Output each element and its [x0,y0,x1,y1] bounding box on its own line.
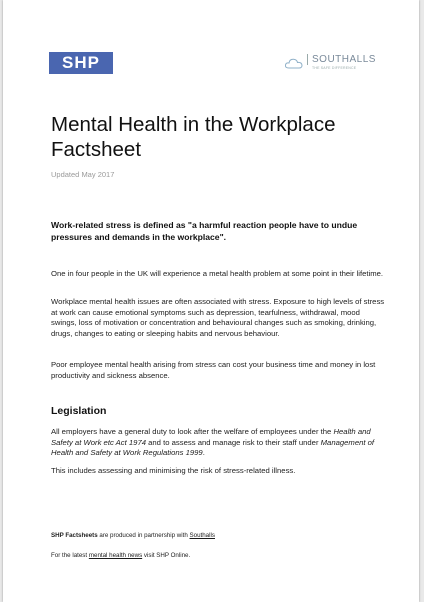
act-reference: Health and Safety at Work etc Act 1974 [51,427,371,447]
footer-bold: SHP Factsheets [51,532,98,539]
southalls-logo [285,54,375,74]
paragraph-prevalence: One in four people in the UK will experience a metal health problem at some point in their lifetime. [51,269,384,278]
legislation-text-a: All employers have a general duty to look after the welfare of employees under the [51,427,334,436]
footer-text-2: For the latest [51,552,89,559]
legislation-text-b: and to assess and manage risk to their staff under [146,437,321,447]
updated-date: Updated May 2017 [51,170,115,179]
cloud-icon [285,57,303,69]
paragraph-assessing: This includes assessing and minimising the risk of stress-related illness. [51,466,296,475]
southalls-tagline: THE SAFE DIFFERENCE [312,66,357,70]
document-page [3,0,419,602]
title-line-2: Factsheet [51,138,142,161]
regulations-reference: Management of Health and Safety at Work Regulations 1999 [51,437,375,458]
intro-definition: Work-related stress is defined as "a harmful reaction people have to undue pressures and demands in the workplace". [51,220,358,242]
footer-text-1: are produced in partnership with [97,532,190,539]
legislation-heading: Legislation [51,405,107,417]
legislation-text-c: . [202,448,205,458]
paragraph-symptoms: Workplace mental health issues are often associated with stress. Exposure to high levels of stress at work can cause emotional symptoms such as depression, tearfulness, withdrawal, mood swings, loss of motivation or concentration and behavioural changes such as smoking, drinking, drugs, changes to eating or sleeping habits and nervous behaviour. [51,297,385,338]
mental-health-news-link[interactable]: mental health news [88,552,143,559]
paragraph-cost: Poor employee mental health arising from stress can cost your business time and money in lost productivity and sickness absence. [51,360,376,380]
southalls-logo-text: SOUTHALLS [307,54,376,65]
southalls-link[interactable]: Southalls [189,532,215,539]
title-line-1: Mental Health in the Workplace [51,113,336,136]
footer-text-3: visit SHP Online. [142,552,191,559]
shp-logo: SHP [49,52,113,74]
paragraph-legislation [51,427,387,459]
footer-partnership [51,532,215,539]
footer-news [51,552,190,559]
page-title [51,112,381,162]
